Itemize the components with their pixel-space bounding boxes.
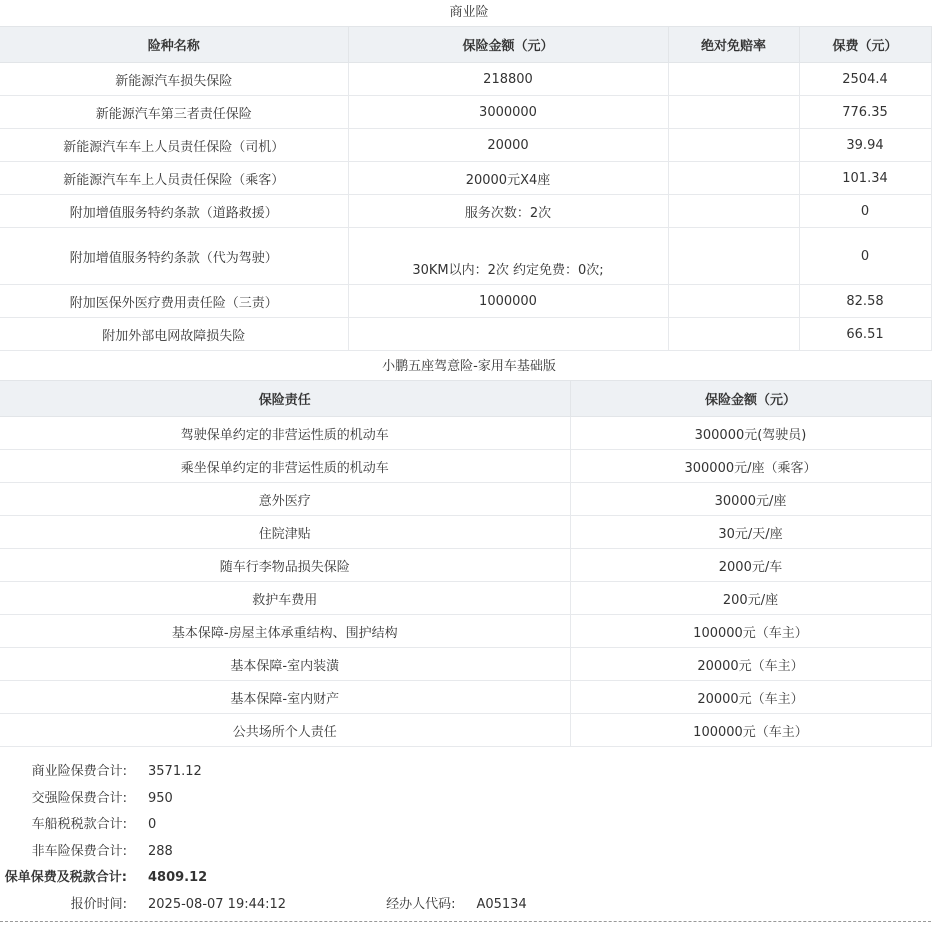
vehicle-tax-total	[0, 812, 938, 839]
coverage-name: 附加增值服务特约条款（道路救援）	[0, 195, 348, 228]
deductible	[668, 195, 799, 228]
accident-table	[0, 380, 932, 747]
non-vehicle-premium-total	[0, 839, 938, 866]
liability: 救护车费用	[0, 582, 570, 615]
insured-amount	[348, 318, 668, 351]
liability: 驾驶保单约定的非营运性质的机动车	[0, 417, 570, 450]
liability: 基本保障-室内财产	[0, 681, 570, 714]
agent-code-value: A05134	[476, 896, 527, 912]
insured-amount: 20000	[348, 129, 668, 162]
quote-time-value: 2025-08-07 19:44:12	[148, 896, 287, 912]
table-row	[0, 228, 931, 285]
deductible	[668, 318, 799, 351]
premium: 66.51	[799, 318, 931, 351]
commercial-section	[0, 0, 938, 351]
summary-label: 非车险保费合计:	[31, 843, 127, 859]
header-liability: 保险责任	[0, 381, 570, 417]
table-row	[0, 516, 931, 549]
premium: 39.94	[799, 129, 931, 162]
commercial-table	[0, 26, 932, 351]
table-row	[0, 195, 931, 228]
commercial-title: 商业险	[449, 5, 489, 20]
table-row	[0, 96, 931, 129]
premium: 2504.4	[799, 63, 931, 96]
table-row	[0, 483, 931, 516]
insured-amount: 20000元（车主）	[570, 681, 931, 714]
premium: 82.58	[799, 285, 931, 318]
coverage-name: 新能源汽车损失保险	[0, 63, 348, 96]
insured-amount: 300000元/座（乘客）	[570, 450, 931, 483]
coverage-name: 新能源汽车第三者责任保险	[0, 96, 348, 129]
summary-label: 保单保费及税款合计:	[4, 870, 127, 886]
coverage-name: 附加医保外医疗费用责任险（三责）	[0, 285, 348, 318]
insured-amount: 100000元（车主）	[570, 714, 931, 747]
deductible	[668, 162, 799, 195]
summary-label: 商业险保费合计:	[31, 764, 127, 779]
summary-value: 4809.12	[148, 870, 208, 886]
coverage-name: 新能源汽车车上人员责任保险（司机）	[0, 129, 348, 162]
quote-info-row	[0, 892, 938, 919]
liability: 住院津贴	[0, 516, 570, 549]
table-row	[0, 162, 931, 195]
header-premium: 保费（元）	[799, 27, 931, 63]
liability: 基本保障-室内装潢	[0, 648, 570, 681]
table-row	[0, 417, 931, 450]
insured-amount: 3000000	[348, 96, 668, 129]
coverage-name: 新能源汽车车上人员责任保险（乘客）	[0, 162, 348, 195]
insured-amount: 100000元（车主）	[570, 615, 931, 648]
header-insured-amount: 保险金额（元）	[348, 27, 668, 63]
insured-amount: 30000元/座	[570, 483, 931, 516]
summary-value: 950	[148, 790, 173, 806]
dashed-divider	[0, 921, 931, 922]
insured-amount: 218800	[348, 63, 668, 96]
deductible	[668, 228, 799, 285]
premium: 101.34	[799, 162, 931, 195]
insured-amount: 20000元X4座	[348, 162, 668, 195]
liability: 乘坐保单约定的非营运性质的机动车	[0, 450, 570, 483]
insured-amount: 20000元（车主）	[570, 648, 931, 681]
deductible	[668, 63, 799, 96]
deductible	[668, 285, 799, 318]
table-row	[0, 681, 931, 714]
premium: 0	[799, 195, 931, 228]
liability: 随车行李物品损失保险	[0, 549, 570, 582]
insured-amount: 服务次数：2次	[348, 195, 668, 228]
table-row	[0, 582, 931, 615]
liability: 基本保障-房屋主体承重结构、围护结构	[0, 615, 570, 648]
deductible	[668, 129, 799, 162]
coverage-name: 附加增值服务特约条款（代为驾驶）	[0, 228, 348, 285]
insured-amount: 200元/座	[570, 582, 931, 615]
table-row	[0, 318, 931, 351]
premium-summary	[0, 759, 938, 919]
insured-amount: 30KM以内：2次 约定免费：0次;	[348, 228, 668, 285]
commercial-header-row	[0, 27, 931, 63]
summary-value: 3571.12	[148, 764, 202, 779]
deductible	[668, 96, 799, 129]
liability: 公共场所个人责任	[0, 714, 570, 747]
table-row	[0, 285, 931, 318]
insured-amount: 1000000	[348, 285, 668, 318]
insured-amount: 2000元/车	[570, 549, 931, 582]
table-row	[0, 129, 931, 162]
table-row	[0, 63, 931, 96]
accident-title: 小鹏五座驾意险-家用车基础版	[382, 359, 556, 374]
insured-amount: 300000元(驾驶员)	[570, 417, 931, 450]
header-deductible: 绝对免赔率	[668, 27, 799, 63]
quote-time-label: 报价时间:	[70, 896, 127, 912]
compulsory-premium-total	[0, 786, 938, 813]
accident-section	[0, 354, 938, 747]
table-row	[0, 450, 931, 483]
grand-total	[0, 865, 938, 892]
commercial-premium-total	[0, 759, 938, 786]
insured-amount: 30元/天/座	[570, 516, 931, 549]
table-row	[0, 615, 931, 648]
premium: 0	[799, 228, 931, 285]
table-row	[0, 648, 931, 681]
premium: 776.35	[799, 96, 931, 129]
accident-header-row	[0, 381, 931, 417]
agent-code-label: 经办人代码:	[386, 896, 456, 912]
summary-value: 0	[148, 817, 157, 833]
coverage-name: 附加外部电网故障损失险	[0, 318, 348, 351]
liability: 意外医疗	[0, 483, 570, 516]
summary-label: 交强险保费合计:	[31, 790, 127, 806]
table-row	[0, 714, 931, 747]
summary-value: 288	[148, 843, 173, 859]
summary-label: 车船税税款合计:	[31, 817, 127, 833]
header-coverage-name: 险种名称	[0, 27, 348, 63]
table-row	[0, 549, 931, 582]
header-insured-amount: 保险金额（元）	[570, 381, 931, 417]
